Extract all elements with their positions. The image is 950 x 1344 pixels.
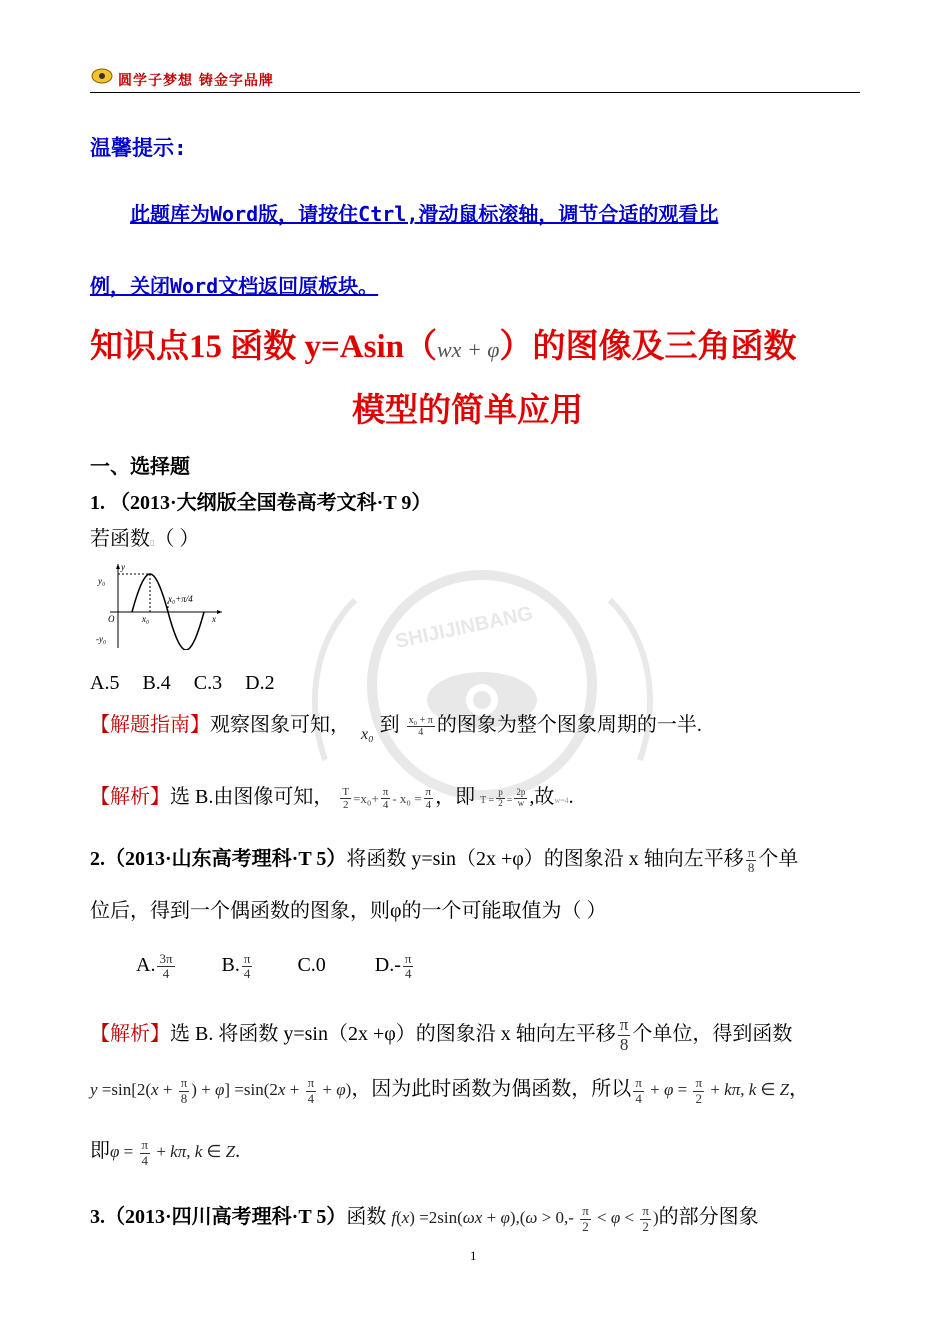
q1-option-b[interactable]: B.4	[142, 672, 171, 694]
title-formula: wx + φ	[437, 337, 500, 362]
q2-text-1-end: 个单	[758, 848, 799, 870]
guide-text-a: 观察图象可知，	[210, 714, 350, 736]
analysis-text-b: ，即	[435, 786, 476, 808]
graph-x-axis-label: x	[212, 614, 216, 624]
q1-heading: 1. （2013·大纲版全国卷高考文科·T 9）	[90, 492, 432, 514]
q1-paren: （ ）	[154, 528, 200, 550]
q1-options	[90, 672, 275, 695]
q1-option-d[interactable]: D.2	[245, 672, 275, 694]
q2-line-2: 位后，得到一个偶函数的图象，则φ的一个可能取值为（ ）	[90, 900, 607, 922]
page-title-line-2: 模型的简单应用	[352, 393, 583, 429]
q2-option-b[interactable]: B. $\frac{\pi}{4}$	[221, 951, 251, 982]
tip-line-2[interactable]: 例，关闭Word文档返回原板块。	[90, 274, 379, 298]
q2-conclusion-b: .	[235, 1140, 241, 1162]
q2-equation-text: ，因为此时函数为偶函数，所以	[351, 1078, 632, 1100]
q2-equation-end: ，	[789, 1078, 810, 1100]
tip-title: 温馨提示:	[90, 136, 187, 160]
tip-line-1[interactable]: 此题库为Word版，请按住Ctrl,滑动鼠标滚轴，调节合适的观看比	[130, 202, 719, 226]
brand-logo-icon	[91, 68, 113, 84]
watermark-text: SHIJIJINBANG	[393, 602, 535, 653]
title-part-1: 知识点15 函数 y=Asin（	[90, 329, 437, 365]
q1-stem: 若函数▯（ ）	[90, 528, 200, 550]
q3-line: 3.（2013·四川高考理科·T 5）函数 f(x) =2sin(ωx + φ),(ω > 0,- $\frac{\pi}{2}$ < φ < $\frac{\pi}{2}$ )的部分图象	[90, 1203, 759, 1234]
analysis-text-c: ,故	[529, 786, 555, 808]
q1-option-c[interactable]: C.3	[193, 672, 223, 694]
q2-conclusion-a: 即	[90, 1140, 110, 1162]
header-brand: 圆学子梦想 铸金字品牌	[118, 73, 274, 89]
q3-text: 函数	[346, 1206, 387, 1228]
q2-analysis-text-a: 选 B. 将函数 y=sin（2x +φ）的图象沿 x 轴向左平移	[170, 1022, 616, 1045]
q2-option-a[interactable]: A. $\frac{3\pi}{4}$	[136, 951, 173, 982]
q2-equation-line: y =sin[2(x + $\frac{\pi}{8}$ ) + φ] =sin(2x + $\frac{\pi}{4}$ + φ)，因为此时函数为偶函数，所以 $\frac{\pi}{4}$ + φ = $\frac{\pi}{2}$ + kπ, k ∈ Z，	[90, 1075, 810, 1106]
guide-x0: x₀	[361, 726, 374, 743]
q2-analysis-text-b: 个单位，得到函数	[632, 1022, 793, 1045]
q1-option-a[interactable]: A.5	[90, 672, 120, 694]
q2-equation: y =sin[2(x + $\frac{\pi}{8}$ ) + φ] =sin(2x + $\frac{\pi}{4}$ + φ)	[90, 1075, 352, 1106]
page-number: 1	[470, 1248, 477, 1263]
q1-analysis: 【解析】选 B.由图像可知， $\frac{T}{2}$ =x₀+ $\frac{\pi}{4}$ - x₀ = $\frac{\pi}{4}$ ，即 T = $\frac{p}{2}$ = $\frac{2p}{w}$ ,故w=4.	[90, 785, 574, 811]
analysis-text-d: .	[568, 786, 574, 808]
q2-heading: 2.（2013·山东高考理科·T 5）	[90, 848, 347, 870]
page-title	[90, 320, 796, 367]
graph-neg-y0-label: -y₀	[96, 634, 107, 644]
header-divider	[90, 92, 860, 93]
q2-analysis-label: 【解析】	[90, 1022, 170, 1045]
q1-guide: 【解题指南】观察图象可知， $_{x_0}$ 到 $\frac{\text{x₀ + π}}{4}$ 的图象为整个图象周期的一半.	[90, 714, 702, 743]
q2-options	[136, 952, 415, 982]
q3-text-end: 的部分图象	[658, 1206, 759, 1228]
graph-y-axis-label: y	[121, 562, 125, 572]
guide-text-c: 的图象为整个图象周期的一半.	[436, 714, 702, 736]
q2-text-1: 将函数 y=sin（2x +φ）的图象沿 x 轴向左平移	[346, 848, 744, 870]
q2-option-d[interactable]: D.- $\frac{\pi}{4}$	[374, 951, 412, 982]
guide-label: 【解题指南】	[90, 714, 210, 736]
q2-conclusion: 即φ = $\frac{\pi}{4}$ + kπ, k ∈ Z.	[90, 1137, 241, 1168]
q1-sine-graph	[92, 560, 227, 650]
section-heading: 一、选择题	[90, 456, 190, 478]
analysis-label: 【解析】	[90, 786, 170, 808]
q2-analysis: 【解析】选 B. 将函数 y=sin（2x +φ）的图象沿 x 轴向左平移 $\frac{\pi}{8}$ 个单位，得到函数	[90, 1015, 793, 1054]
graph-origin-label: O	[108, 614, 115, 624]
graph-x0pi4-label: x₀+π/4	[168, 594, 193, 604]
title-part-2: ）的图像及三角函数	[499, 329, 797, 365]
graph-x0-label: x₀	[142, 614, 150, 624]
analysis-text-a: 选 B.由图像可知，	[170, 786, 334, 808]
graph-y0-label: y₀	[98, 576, 106, 586]
watermark-logo-icon	[285, 560, 680, 810]
guide-text-b: 到	[379, 714, 400, 736]
q2-line-1: 2.（2013·山东高考理科·T 5）将函数 y=sin（2x +φ）的图象沿 x 轴向左平移 $\frac{\pi}{8}$ 个单	[90, 844, 799, 875]
q1-stem-text: 若函数	[90, 528, 150, 550]
q2-option-c[interactable]: C.0	[297, 954, 326, 977]
q3-heading: 3.（2013·四川高考理科·T 5）	[90, 1206, 347, 1228]
